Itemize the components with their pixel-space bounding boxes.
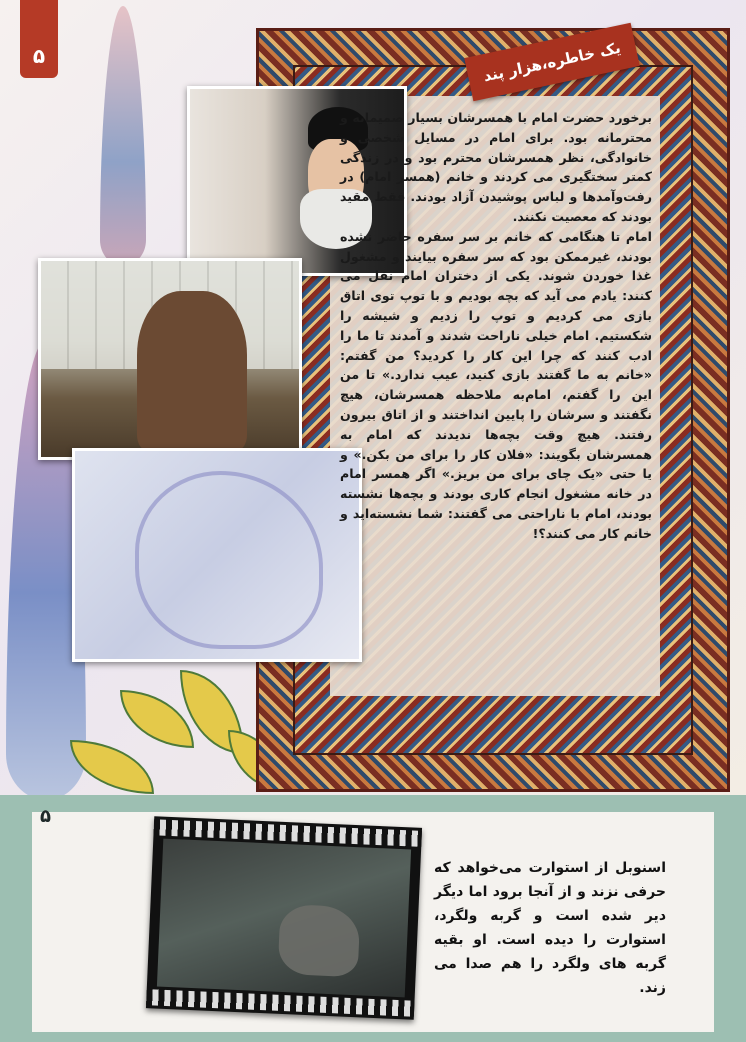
painting-photo xyxy=(72,448,362,662)
article-title: یک خاطره،هزار پند xyxy=(481,38,623,86)
painting-swan xyxy=(135,471,323,649)
flame-decoration-top xyxy=(100,6,146,266)
page-number-tab xyxy=(20,0,58,78)
kitchen-photo xyxy=(38,258,302,460)
film-image xyxy=(157,839,411,998)
page-number: ۵ xyxy=(32,44,46,68)
article-paragraph-2: امام تا هنگامی که خانم بر سر سفره حاضر نشده بودند، غیرممکن بود که سر سفره بیایند و مشغول غذا خوردن شوند. یکی از دختران امام نقل می کنند: یادم می آید که بچه بودیم و با توپ توی اتاق بازی می کردیم و توپ را زدیم و شیشه را شکستیم. امام خیلی ناراحت شدند و آمدند تا ما را ادب کنند که چرا این کار را کردید؟ من گفتم: «خانم به ما گفتند بازی کنید، عیب ندارد.» تا من این را گفتم، امام‌به ملاحظه همسرشان، هیچ نگفتند و سرشان را پایین انداختند و از اتاق بیرون رفتند. هیچ وقت بچه‌ها ندیدند که امام به همسرشان بگویند: «فلان کار را برای من بکن.» و یا حتی «یک چای برای من بریز.» اگر همسر امام در خانه مشغول انجام کاری بودند و بچه‌ها نشسته بودند، امام با ناراحتی می گفتند: شما نشسته‌اید و خانم کار می کنند؟! xyxy=(340,228,652,541)
lower-page-number: ۵ xyxy=(40,806,51,827)
cat-figure xyxy=(278,904,361,977)
kitchen-person xyxy=(137,291,247,451)
leaf-decoration-3 xyxy=(70,740,154,794)
article-body xyxy=(340,108,652,544)
article-paragraph-1: برخورد حضرت امام با همسرشان بسیار صمیمانه و محترمانه بود. برای امام در مسایل شخصی و خانوادگی، نظر همسرشان محترم بود و در زندگی کمتر سختگیری می کردند و خانم (همسر امام) در رفت‌وآمدها و لباس پوشیدن آزاد بودند. فقط مقید بودند که معصیت نکنند. xyxy=(340,110,652,224)
film-caption: اسنوبل از استوارت می‌خواهد که حرفی نزند و از آنجا برود اما دیگر دیر شده است و گربه ولگرد، استوارت را دیده است. او بقیه گربه های ولگرد را هم صدا می زند. xyxy=(434,860,666,996)
film-frame xyxy=(146,816,422,1020)
